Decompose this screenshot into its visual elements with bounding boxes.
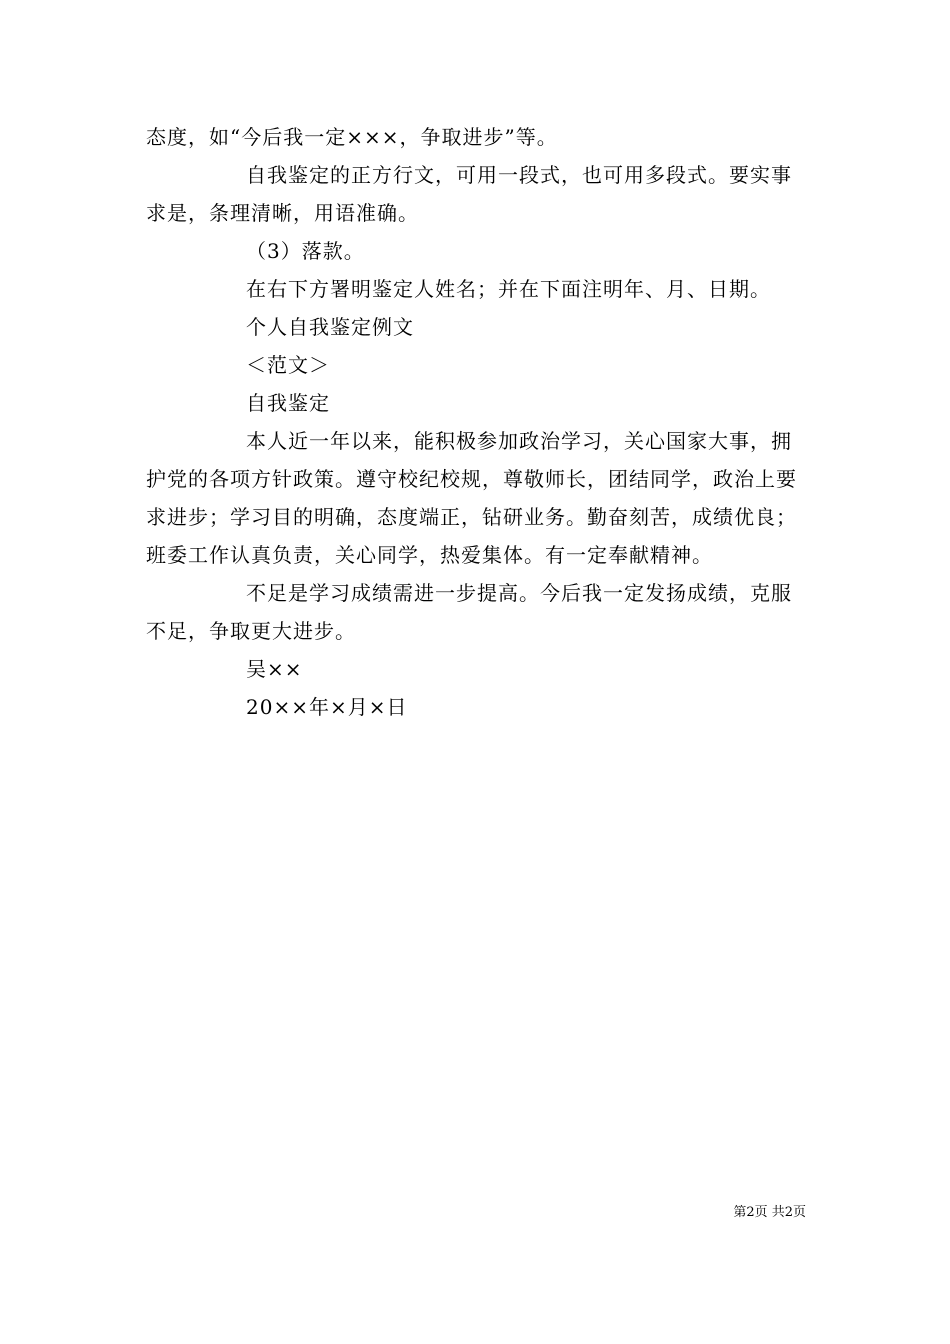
paragraph-sample-date: 20××年×月×日 — [246, 695, 408, 719]
paragraph-signature-heading: （3）落款。 — [246, 239, 365, 263]
page-number-footer: 第2页 共2页 — [733, 1205, 806, 1220]
paragraph-signature-instruction: 在右下方署明鉴定人姓名；并在下面注明年、月、日期。 — [246, 277, 771, 301]
paragraph-sample-signer: 吴×× — [246, 657, 303, 681]
paragraph-sample-shortcomings: 不足是学习成绩需进一步提高。今后我一定发扬成绩，克服不足，争取更大进步。 — [146, 581, 792, 643]
paragraph-attitude-example: 态度，如“今后我一定×××，争取进步”等。 — [146, 125, 558, 149]
paragraph-example-title: 个人自我鉴定例文 — [246, 315, 414, 339]
paragraph-sample-heading: 自我鉴定 — [246, 391, 330, 415]
paragraph-body-format: 自我鉴定的正方行文，可用一段式，也可用多段式。要实事求是，条理清晰，用语准确。 — [146, 163, 792, 225]
paragraph-sample-label: ＜范文＞ — [246, 353, 330, 377]
paragraph-sample-body: 本人近一年以来，能积极参加政治学习，关心国家大事，拥护党的各项方针政策。遵守校纪校规，尊敬师长，团结同学，政治上要求进步；学习目的明确，态度端正，钻研业务。勤奋刻苦，成绩优良；班委工作认真负责，关心同学，热爱集体。有一定奉献精神。 — [146, 429, 797, 567]
document-body — [146, 118, 810, 726]
